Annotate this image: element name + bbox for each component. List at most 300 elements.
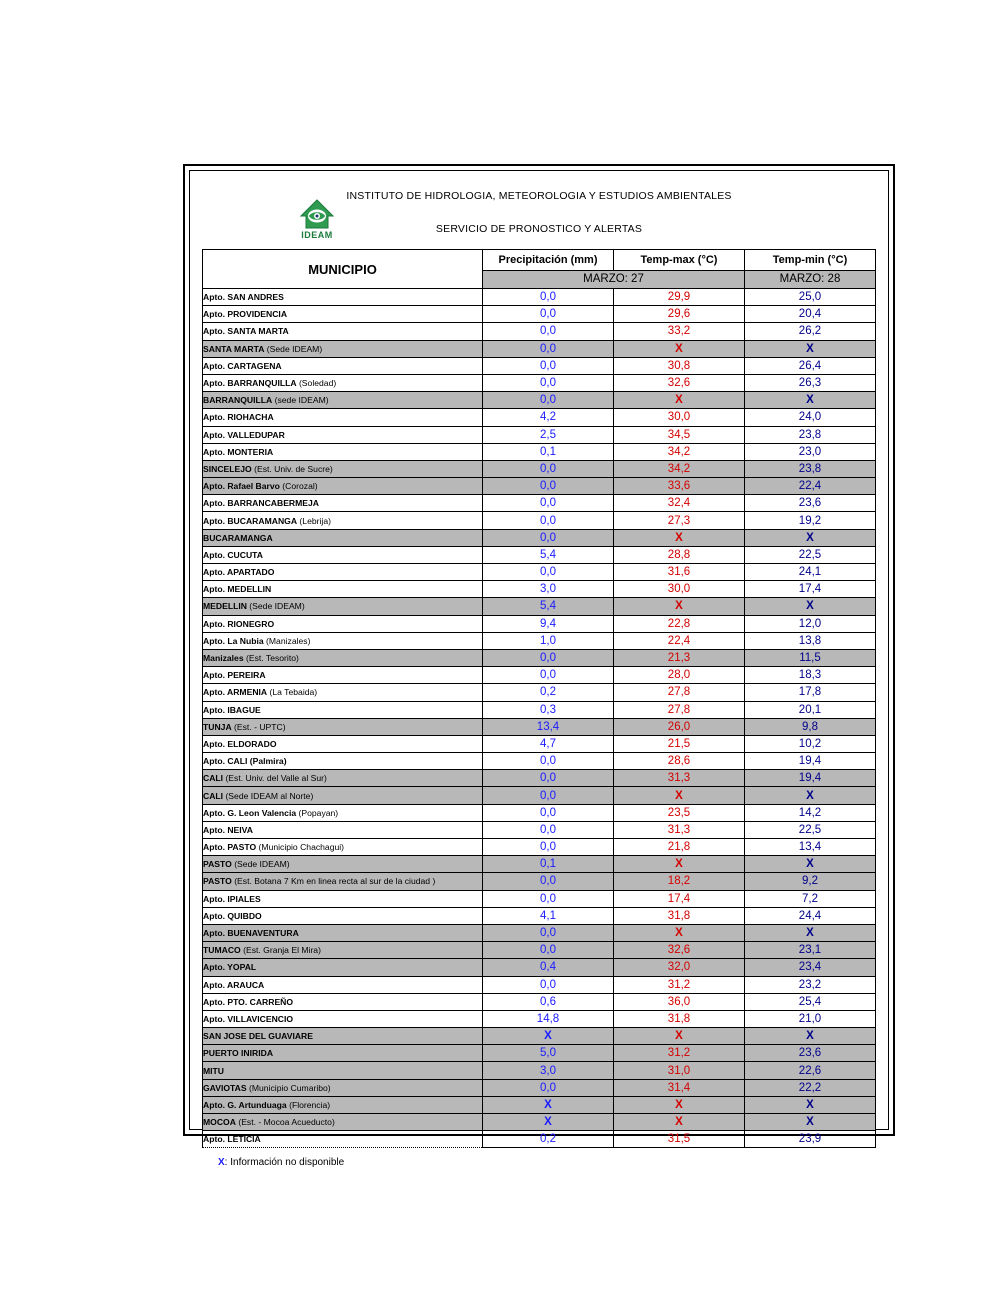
temp-max-cell: 32,0 xyxy=(614,959,745,976)
temp-min-cell: 23,8 xyxy=(745,426,876,443)
temp-min-cell: 26,3 xyxy=(745,374,876,391)
temp-max-cell: 31,5 xyxy=(614,1131,745,1148)
municipality-name: Apto. RIOHACHA xyxy=(203,412,274,423)
municipality-station: (La Tebaida) xyxy=(267,687,318,698)
table-row xyxy=(203,598,876,615)
footnote-text: : Información no disponible xyxy=(224,1157,345,1169)
municipality-cell xyxy=(203,684,483,701)
municipality-cell xyxy=(203,787,483,804)
temp-min-cell: 11,5 xyxy=(745,649,876,666)
precipitation-cell: 0,1 xyxy=(483,856,614,873)
table-row xyxy=(203,1114,876,1131)
temp-max-cell: 31,8 xyxy=(614,907,745,924)
table-row xyxy=(203,942,876,959)
weather-table xyxy=(202,249,876,1148)
temp-max-cell: 33,6 xyxy=(614,478,745,495)
municipality-name: Apto. BUCARAMANGA xyxy=(203,515,298,526)
precipitation-cell: 0,0 xyxy=(483,667,614,684)
table-row xyxy=(203,289,876,306)
temp-max-cell: 32,6 xyxy=(614,942,745,959)
municipality-cell xyxy=(203,598,483,615)
temp-max-cell: 17,4 xyxy=(614,890,745,907)
precipitation-cell: 0,0 xyxy=(483,890,614,907)
temp-max-cell: 31,2 xyxy=(614,976,745,993)
municipality-station: (Est. - Mocoa Acueducto) xyxy=(235,1117,335,1128)
municipality-cell xyxy=(203,512,483,529)
municipality-name: Apto. VILLAVICENCIO xyxy=(203,1013,294,1024)
table-row xyxy=(203,890,876,907)
precipitation-cell: 0,0 xyxy=(483,392,614,409)
municipality-station: (Est. Univ. de Sucre) xyxy=(251,463,333,474)
date-precipitation: MARZO: 27 xyxy=(483,270,745,288)
temp-max-cell: 21,5 xyxy=(614,735,745,752)
temp-min-cell: X xyxy=(745,1028,876,1045)
temp-max-cell: 28,6 xyxy=(614,753,745,770)
municipality-name: SANTA MARTA xyxy=(203,343,265,354)
table-row xyxy=(203,392,876,409)
table-row xyxy=(203,615,876,632)
precipitation-cell: 0,0 xyxy=(483,495,614,512)
temp-min-cell: 26,2 xyxy=(745,323,876,340)
municipality-station: (Sede IDEAM) xyxy=(264,343,323,354)
precipitation-cell: 0,0 xyxy=(483,821,614,838)
temp-max-cell: 30,0 xyxy=(614,581,745,598)
temp-max-cell: 31,6 xyxy=(614,564,745,581)
temp-min-cell: X xyxy=(745,392,876,409)
municipality-cell xyxy=(203,1062,483,1079)
temp-max-cell: 30,0 xyxy=(614,409,745,426)
temp-max-cell: 27,8 xyxy=(614,684,745,701)
municipality-station: (Corozal) xyxy=(279,481,318,492)
temp-max-cell: 30,8 xyxy=(614,357,745,374)
temp-max-cell: X xyxy=(614,529,745,546)
municipality-name: Apto. SANTA MARTA xyxy=(203,326,289,337)
temp-max-cell: 31,3 xyxy=(614,770,745,787)
precipitation-cell: 4,1 xyxy=(483,907,614,924)
temp-max-cell: X xyxy=(614,392,745,409)
municipality-name: Apto. La Nubia xyxy=(203,635,264,646)
table-row xyxy=(203,649,876,666)
municipality-station: (sede IDEAM) xyxy=(272,395,329,406)
municipality-cell xyxy=(203,632,483,649)
footnote-mark: X xyxy=(218,1157,225,1169)
municipality-cell xyxy=(203,649,483,666)
temp-min-cell: 23,8 xyxy=(745,460,876,477)
institute-title: INSTITUTO DE HIDROLOGIA, METEOROLOGIA Y ESTUDIOS AMBIENTALES xyxy=(346,190,732,202)
temp-min-cell: 22,6 xyxy=(745,1062,876,1079)
table-row xyxy=(203,1096,876,1113)
precipitation-cell: 0,4 xyxy=(483,959,614,976)
precipitation-cell: 0,0 xyxy=(483,529,614,546)
municipality-station: (Est. Tesorito) xyxy=(243,653,299,664)
temp-max-cell: 32,4 xyxy=(614,495,745,512)
header-temp-max: Temp-max (°C) xyxy=(614,250,745,271)
temp-max-cell: X xyxy=(614,924,745,941)
temp-min-cell: 22,2 xyxy=(745,1079,876,1096)
municipality-name: Apto. CARTAGENA xyxy=(203,360,282,371)
temp-max-cell: 36,0 xyxy=(614,993,745,1010)
municipality-name: MITU xyxy=(203,1065,225,1076)
temp-min-cell: 23,1 xyxy=(745,942,876,959)
temp-max-cell: 31,2 xyxy=(614,1045,745,1062)
municipality-cell xyxy=(203,1131,483,1148)
precipitation-cell: 0,0 xyxy=(483,787,614,804)
temp-min-cell: 9,8 xyxy=(745,718,876,735)
municipality-name: Apto. G. Leon Valencia xyxy=(203,807,297,818)
municipality-station: (Est. Botana 7 Km en linea recta al sur de la ciudad ) xyxy=(231,876,436,887)
table-row xyxy=(203,323,876,340)
municipality-cell xyxy=(203,804,483,821)
municipality-name: Apto. ELDORADO xyxy=(203,738,277,749)
municipality-cell xyxy=(203,392,483,409)
municipality-cell xyxy=(203,460,483,477)
municipality-cell xyxy=(203,1079,483,1096)
municipality-name: MOCOA xyxy=(203,1117,236,1128)
municipality-name: CALI xyxy=(203,773,224,784)
municipality-name: Apto. ARAUCA xyxy=(203,979,265,990)
temp-min-cell: 24,0 xyxy=(745,409,876,426)
temp-max-cell: 31,3 xyxy=(614,821,745,838)
temp-min-cell: 7,2 xyxy=(745,890,876,907)
temp-min-cell: 10,2 xyxy=(745,735,876,752)
temp-max-cell: 18,2 xyxy=(614,873,745,890)
precipitation-cell: 0,2 xyxy=(483,1131,614,1148)
municipality-cell xyxy=(203,856,483,873)
municipality-name: TUNJA xyxy=(203,721,232,732)
municipality-cell xyxy=(203,581,483,598)
precipitation-cell: 0,0 xyxy=(483,753,614,770)
temp-min-cell: 23,6 xyxy=(745,495,876,512)
municipality-name: PUERTO INIRIDA xyxy=(203,1048,274,1059)
municipality-cell xyxy=(203,306,483,323)
municipality-cell xyxy=(203,907,483,924)
municipality-cell xyxy=(203,374,483,391)
header-temp-min: Temp-min (°C) xyxy=(745,250,876,271)
table-row xyxy=(203,409,876,426)
municipality-station: (Sede IDEAM) xyxy=(231,859,290,870)
precipitation-cell: 4,7 xyxy=(483,735,614,752)
table-row xyxy=(203,495,876,512)
precipitation-cell: 0,0 xyxy=(483,340,614,357)
ideam-logo-text: IDEAM xyxy=(301,230,333,240)
municipality-name: GAVIOTAS xyxy=(203,1082,247,1093)
precipitation-cell: 0,0 xyxy=(483,924,614,941)
document-header xyxy=(190,171,888,249)
table-row xyxy=(203,374,876,391)
temp-min-cell: 26,4 xyxy=(745,357,876,374)
table-row xyxy=(203,701,876,718)
ideam-logo xyxy=(285,199,349,243)
precipitation-cell: 0,6 xyxy=(483,993,614,1010)
precipitation-cell: 0,0 xyxy=(483,512,614,529)
precipitation-cell: 0,0 xyxy=(483,942,614,959)
precipitation-cell: 0,0 xyxy=(483,289,614,306)
municipality-cell xyxy=(203,942,483,959)
report-page xyxy=(183,164,895,1169)
table-row xyxy=(203,787,876,804)
municipality-name: Apto. APARTADO xyxy=(203,567,275,578)
temp-min-cell: 22,5 xyxy=(745,821,876,838)
municipality-station: (Municipio Cumaribo) xyxy=(246,1082,331,1093)
municipality-cell xyxy=(203,667,483,684)
temp-max-cell: X xyxy=(614,598,745,615)
precipitation-cell: 0,1 xyxy=(483,443,614,460)
temp-max-cell: X xyxy=(614,340,745,357)
temp-min-cell: 24,4 xyxy=(745,907,876,924)
temp-min-cell: 17,4 xyxy=(745,581,876,598)
temp-max-cell: 28,0 xyxy=(614,667,745,684)
municipality-cell xyxy=(203,478,483,495)
table-row xyxy=(203,306,876,323)
precipitation-cell: 3,0 xyxy=(483,1062,614,1079)
municipality-name: Apto. MONTERIA xyxy=(203,446,274,457)
precipitation-cell: X xyxy=(483,1114,614,1131)
temp-min-cell: 20,1 xyxy=(745,701,876,718)
municipality-cell xyxy=(203,839,483,856)
precipitation-cell: 4,2 xyxy=(483,409,614,426)
municipality-cell xyxy=(203,1028,483,1045)
municipality-name: Apto. IBAGUE xyxy=(203,704,261,715)
temp-min-cell: X xyxy=(745,924,876,941)
precipitation-cell: 0,0 xyxy=(483,1079,614,1096)
temp-min-cell: 17,8 xyxy=(745,684,876,701)
municipality-name: Apto. SAN ANDRES xyxy=(203,292,284,303)
precipitation-cell: 1,0 xyxy=(483,632,614,649)
municipality-name: PASTO xyxy=(203,859,232,870)
table-row xyxy=(203,340,876,357)
temp-min-cell: 14,2 xyxy=(745,804,876,821)
municipality-name: Apto. ARMENIA xyxy=(203,687,268,698)
municipality-cell xyxy=(203,340,483,357)
temp-min-cell: 25,4 xyxy=(745,993,876,1010)
municipality-station: (Est. Granja El Mira) xyxy=(240,945,321,956)
municipality-cell xyxy=(203,976,483,993)
municipality-cell xyxy=(203,735,483,752)
temp-min-cell: X xyxy=(745,598,876,615)
temp-min-cell: 20,4 xyxy=(745,306,876,323)
temp-max-cell: 33,2 xyxy=(614,323,745,340)
temp-min-cell: 12,0 xyxy=(745,615,876,632)
temp-max-cell: X xyxy=(614,1096,745,1113)
municipality-name: Apto. QUIBDO xyxy=(203,910,262,921)
date-temp-min: MARZO: 28 xyxy=(745,270,876,288)
temp-max-cell: 34,5 xyxy=(614,426,745,443)
temp-max-cell: 27,8 xyxy=(614,701,745,718)
temp-max-cell: 31,8 xyxy=(614,1010,745,1027)
municipality-name: Apto. PEREIRA xyxy=(203,670,266,681)
temp-min-cell: 19,2 xyxy=(745,512,876,529)
municipality-name: Apto. IPIALES xyxy=(203,893,261,904)
municipality-name: Apto. MEDELLIN xyxy=(203,584,272,595)
municipality-name: Apto. NEIVA xyxy=(203,824,253,835)
municipality-cell xyxy=(203,753,483,770)
table-row xyxy=(203,907,876,924)
table-row xyxy=(203,993,876,1010)
municipality-name: Apto. PROVIDENCIA xyxy=(203,309,288,320)
table-row xyxy=(203,529,876,546)
municipality-name: TUMACO xyxy=(203,945,241,956)
precipitation-cell: 5,0 xyxy=(483,1045,614,1062)
precipitation-cell: 0,0 xyxy=(483,839,614,856)
temp-max-cell: 34,2 xyxy=(614,460,745,477)
temp-max-cell: X xyxy=(614,787,745,804)
temp-min-cell: 22,5 xyxy=(745,546,876,563)
municipality-name: PASTO xyxy=(203,876,232,887)
temp-min-cell: 23,2 xyxy=(745,976,876,993)
municipality-cell xyxy=(203,873,483,890)
precipitation-cell: 0,0 xyxy=(483,873,614,890)
temp-min-cell: 13,4 xyxy=(745,839,876,856)
municipality-station: (Sede IDEAM al Norte) xyxy=(223,790,314,801)
municipality-name: Apto. PTO. CARREÑO xyxy=(203,996,294,1007)
precipitation-cell: 0,0 xyxy=(483,804,614,821)
municipality-cell xyxy=(203,615,483,632)
municipality-cell xyxy=(203,357,483,374)
municipality-station: (Florencia) xyxy=(286,1099,331,1110)
municipality-station: (Sede IDEAM) xyxy=(246,601,305,612)
temp-min-cell: X xyxy=(745,1114,876,1131)
temp-min-cell: 23,0 xyxy=(745,443,876,460)
precipitation-cell: 13,4 xyxy=(483,718,614,735)
table-row xyxy=(203,564,876,581)
municipality-cell xyxy=(203,959,483,976)
table-row xyxy=(203,478,876,495)
temp-min-cell: X xyxy=(745,340,876,357)
municipality-name: Apto. LETICIA xyxy=(203,1134,261,1145)
table-row xyxy=(203,1131,876,1148)
temp-max-cell: 28,8 xyxy=(614,546,745,563)
municipality-cell xyxy=(203,443,483,460)
table-row xyxy=(203,718,876,735)
temp-max-cell: X xyxy=(614,1114,745,1131)
table-row xyxy=(203,1062,876,1079)
municipality-name: CALI xyxy=(203,790,224,801)
municipality-name: Apto. VALLEDUPAR xyxy=(203,429,285,440)
table-row xyxy=(203,632,876,649)
municipality-name: SAN JOSE DEL GUAVIARE xyxy=(203,1031,313,1042)
temp-max-cell: X xyxy=(614,1028,745,1045)
temp-max-cell: 22,8 xyxy=(614,615,745,632)
municipality-cell xyxy=(203,701,483,718)
municipality-cell xyxy=(203,1045,483,1062)
precipitation-cell: 0,0 xyxy=(483,976,614,993)
header-precipitation: Precipitación (mm) xyxy=(483,250,614,271)
municipality-cell xyxy=(203,770,483,787)
precipitation-cell: 0,0 xyxy=(483,323,614,340)
municipality-name: Apto. RIONEGRO xyxy=(203,618,275,629)
table-row xyxy=(203,753,876,770)
temp-max-cell: 29,6 xyxy=(614,306,745,323)
table-row xyxy=(203,873,876,890)
temp-min-cell: 13,8 xyxy=(745,632,876,649)
municipality-cell xyxy=(203,323,483,340)
table-row xyxy=(203,856,876,873)
temp-max-cell: 26,0 xyxy=(614,718,745,735)
table-row xyxy=(203,426,876,443)
precipitation-cell: 5,4 xyxy=(483,598,614,615)
municipality-name: Manizales xyxy=(203,653,244,664)
temp-min-cell: 23,9 xyxy=(745,1131,876,1148)
precipitation-cell: X xyxy=(483,1096,614,1113)
table-row xyxy=(203,1045,876,1062)
municipality-name: Apto. BARRANCABERMEJA xyxy=(203,498,320,509)
temp-min-cell: 23,4 xyxy=(745,959,876,976)
municipality-name: Apto. CALI (Palmira) xyxy=(203,756,287,767)
table-row xyxy=(203,1010,876,1027)
table-row xyxy=(203,443,876,460)
temp-min-cell: X xyxy=(745,529,876,546)
temp-min-cell: X xyxy=(745,856,876,873)
table-row xyxy=(203,1028,876,1045)
temp-max-cell: 29,9 xyxy=(614,289,745,306)
municipality-name: SINCELEJO xyxy=(203,463,252,474)
precipitation-cell: 0,3 xyxy=(483,701,614,718)
table-row xyxy=(203,735,876,752)
precipitation-cell: 5,4 xyxy=(483,546,614,563)
table-row xyxy=(203,460,876,477)
precipitation-cell: 0,0 xyxy=(483,649,614,666)
municipality-cell xyxy=(203,564,483,581)
temp-min-cell: 19,4 xyxy=(745,770,876,787)
temp-min-cell: 25,0 xyxy=(745,289,876,306)
municipality-station: (Est. Univ. del Valle al Sur) xyxy=(223,773,327,784)
municipality-cell xyxy=(203,924,483,941)
municipality-station: (Lebrija) xyxy=(297,515,331,526)
temp-min-cell: 24,1 xyxy=(745,564,876,581)
temp-max-cell: 22,4 xyxy=(614,632,745,649)
temp-max-cell: 21,8 xyxy=(614,839,745,856)
table-row xyxy=(203,581,876,598)
municipality-cell xyxy=(203,718,483,735)
municipality-station: (Popayan) xyxy=(296,807,339,818)
municipality-name: BUCARAMANGA xyxy=(203,532,273,543)
municipality-name: MEDELLIN xyxy=(203,601,247,612)
temp-min-cell: 18,3 xyxy=(745,667,876,684)
precipitation-cell: 0,2 xyxy=(483,684,614,701)
municipality-cell xyxy=(203,289,483,306)
temp-min-cell: 23,6 xyxy=(745,1045,876,1062)
temp-min-cell: 9,2 xyxy=(745,873,876,890)
precipitation-cell: 9,4 xyxy=(483,615,614,632)
table-row xyxy=(203,839,876,856)
header-municipality: MUNICIPIO xyxy=(203,250,483,289)
table-row xyxy=(203,959,876,976)
temp-min-cell: 22,4 xyxy=(745,478,876,495)
table-row xyxy=(203,667,876,684)
municipality-cell xyxy=(203,821,483,838)
municipality-cell xyxy=(203,993,483,1010)
service-title: SERVICIO DE PRONOSTICO Y ALERTAS xyxy=(435,223,643,235)
temp-max-cell: 34,2 xyxy=(614,443,745,460)
table-row xyxy=(203,1079,876,1096)
municipality-name: Apto. CUCUTA xyxy=(203,549,263,560)
municipality-station: (Municipio Chachagui) xyxy=(256,842,345,853)
municipality-cell xyxy=(203,1114,483,1131)
temp-min-cell: X xyxy=(745,1096,876,1113)
municipality-name: Apto. G. Artunduaga xyxy=(203,1099,287,1110)
temp-max-cell: X xyxy=(614,856,745,873)
temp-max-cell: 27,3 xyxy=(614,512,745,529)
municipality-cell xyxy=(203,1010,483,1027)
precipitation-cell: 0,0 xyxy=(483,460,614,477)
municipality-name: Apto. BARRANQUILLA xyxy=(203,378,297,389)
temp-max-cell: 23,5 xyxy=(614,804,745,821)
municipality-name: Apto. BUENAVENTURA xyxy=(203,928,299,939)
municipality-name: BARRANQUILLA xyxy=(203,395,273,406)
footnote xyxy=(218,1157,888,1168)
municipality-cell xyxy=(203,1096,483,1113)
temp-max-cell: 32,6 xyxy=(614,374,745,391)
